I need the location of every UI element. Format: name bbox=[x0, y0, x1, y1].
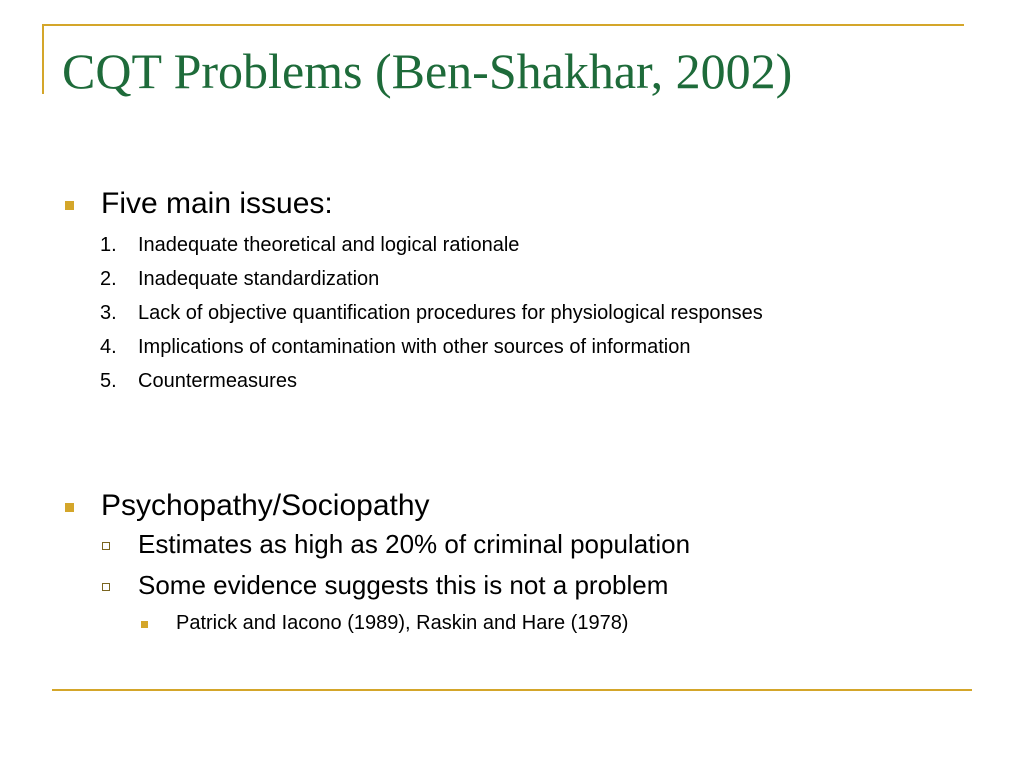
bottom-border-line bbox=[52, 689, 972, 691]
numbered-item bbox=[62, 228, 962, 262]
square-bullet-icon bbox=[65, 201, 74, 210]
sub-bullet bbox=[62, 524, 962, 565]
item-text: Lack of objective quantification procedures for physiological responses bbox=[138, 302, 763, 324]
slide-title: CQT Problems (Ben-Shakhar, 2002) bbox=[62, 43, 793, 99]
item-text: Inadequate theoretical and logical rationale bbox=[138, 234, 520, 256]
numbered-item bbox=[62, 364, 962, 398]
bullet-five-main-issues bbox=[62, 186, 962, 222]
section-spacer bbox=[62, 398, 962, 488]
numbered-item bbox=[62, 330, 962, 364]
bullet-psychopathy bbox=[62, 488, 962, 524]
sub-bullet bbox=[62, 565, 962, 606]
top-border-line bbox=[42, 24, 964, 26]
hollow-square-bullet-icon bbox=[102, 583, 110, 591]
sub-bullet-text: Estimates as high as 20% of criminal population bbox=[138, 529, 691, 559]
numbered-item bbox=[62, 296, 962, 330]
issues-numbered-list bbox=[62, 228, 962, 398]
item-text: Inadequate standardization bbox=[138, 268, 380, 290]
hollow-square-bullet-icon bbox=[102, 542, 110, 550]
item-number: 4. bbox=[100, 336, 117, 358]
numbered-item bbox=[62, 262, 962, 296]
citation-text: Patrick and Iacono (1989), Raskin and Hare (1978) bbox=[176, 612, 629, 634]
item-text: Countermeasures bbox=[138, 370, 297, 392]
square-bullet-icon bbox=[65, 503, 74, 512]
sub-bullet-text: Some evidence suggests this is not a problem bbox=[138, 570, 669, 600]
sub-sub-bullet bbox=[62, 606, 962, 640]
slide-content bbox=[62, 186, 962, 640]
left-border-line bbox=[42, 24, 44, 94]
item-number: 3. bbox=[100, 302, 117, 324]
bullet-text: Five main issues: bbox=[101, 187, 333, 220]
small-square-bullet-icon bbox=[141, 621, 148, 628]
item-number: 1. bbox=[100, 234, 117, 256]
item-text: Implications of contamination with other sources of information bbox=[138, 336, 691, 358]
item-number: 5. bbox=[100, 370, 117, 392]
item-number: 2. bbox=[100, 268, 117, 290]
bullet-text: Psychopathy/Sociopathy bbox=[101, 489, 430, 522]
